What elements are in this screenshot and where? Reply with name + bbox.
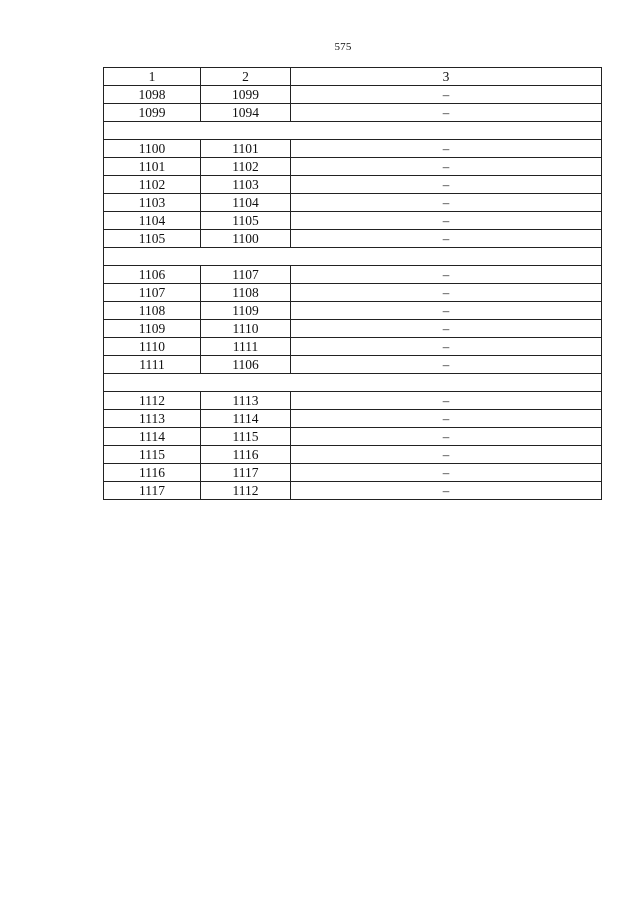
table-cell-col-2: 1101: [201, 140, 291, 157]
table-cell-col-3: –: [442, 159, 450, 174]
table-cell-col-3: –: [442, 231, 450, 246]
table-row: [104, 230, 601, 248]
table-cell-col-2: 1100: [201, 230, 291, 247]
data-table: [103, 67, 602, 500]
table-cell-col-1: 1115: [104, 446, 201, 463]
table-cell-col-3: –: [442, 303, 450, 318]
table-row: [104, 86, 601, 104]
table-cell-col-2: 1114: [201, 410, 291, 427]
table-cell-col-2: 1099: [201, 86, 291, 103]
table-row: [104, 464, 601, 482]
table-row: [104, 104, 601, 122]
table-row: [104, 356, 601, 374]
table-cell-col-1: 1106: [104, 266, 201, 283]
table-row: [104, 284, 601, 302]
table-cell-col-1: 1098: [104, 86, 201, 103]
table-cell-col-3: –: [442, 411, 450, 426]
table-cell-col-2: 1111: [201, 338, 291, 355]
table-separator-row: [104, 374, 601, 392]
table-cell-col-3: –: [442, 177, 450, 192]
table-cell-col-3: –: [442, 447, 450, 462]
table-cell-col-2: 1113: [201, 392, 291, 409]
table-cell-col-2: 1102: [201, 158, 291, 175]
column-header-1: 1: [104, 68, 201, 85]
table-cell-col-2: 1105: [201, 212, 291, 229]
table-row: [104, 140, 601, 158]
table-row: [104, 194, 601, 212]
table-cell-col-1: 1105: [104, 230, 201, 247]
table-cell-col-2: 1107: [201, 266, 291, 283]
table-cell-col-1: 1114: [104, 428, 201, 445]
table-cell-col-1: 1113: [104, 410, 201, 427]
table-cell-col-2: 1110: [201, 320, 291, 337]
table-cell-col-3: –: [442, 429, 450, 444]
table-cell-col-2: 1109: [201, 302, 291, 319]
table-row: [104, 428, 601, 446]
table-cell-col-2: 1094: [201, 104, 291, 121]
table-separator-row: [104, 122, 601, 140]
table-cell-col-1: 1104: [104, 212, 201, 229]
table-cell-col-1: 1116: [104, 464, 201, 481]
table-cell-col-1: 1102: [104, 176, 201, 193]
table-cell-col-1: 1100: [104, 140, 201, 157]
table-cell-col-3: –: [442, 393, 450, 408]
table-cell-col-3: –: [442, 483, 450, 498]
table-row: [104, 212, 601, 230]
table-cell-col-1: 1108: [104, 302, 201, 319]
table-cell-col-1: 1103: [104, 194, 201, 211]
table-cell-col-3: –: [442, 105, 450, 120]
table-cell-col-3: –: [442, 87, 450, 102]
table-cell-col-1: 1101: [104, 158, 201, 175]
table-cell-col-2: 1115: [201, 428, 291, 445]
table-cell-col-3: –: [442, 285, 450, 300]
table-row: [104, 176, 601, 194]
table-row: [104, 338, 601, 356]
table-row: [104, 320, 601, 338]
table-cell-col-2: 1104: [201, 194, 291, 211]
table-separator-row: [104, 248, 601, 266]
table-cell-col-3: –: [442, 465, 450, 480]
table-row: [104, 158, 601, 176]
table-cell-col-3: –: [442, 339, 450, 354]
table-cell-col-2: 1112: [201, 482, 291, 499]
table-cell-col-2: 1106: [201, 356, 291, 373]
table-cell-col-3: –: [442, 213, 450, 228]
table-cell-col-3: –: [442, 141, 450, 156]
table-cell-col-1: 1107: [104, 284, 201, 301]
table-cell-col-2: 1103: [201, 176, 291, 193]
table-cell-col-3: –: [442, 321, 450, 336]
table-cell-col-2: 1117: [201, 464, 291, 481]
table-cell-col-1: 1109: [104, 320, 201, 337]
table-cell-col-1: 1117: [104, 482, 201, 499]
table-row: [104, 446, 601, 464]
table-row: [104, 302, 601, 320]
page-number: 575: [334, 41, 352, 53]
table-cell-col-3: –: [442, 357, 450, 372]
table-row: [104, 266, 601, 284]
table-cell-col-1: 1112: [104, 392, 201, 409]
table-cell-col-1: 1111: [104, 356, 201, 373]
table-row: [104, 410, 601, 428]
table-cell-col-1: 1110: [104, 338, 201, 355]
column-header-3: 3: [442, 69, 450, 84]
table-cell-col-3: –: [442, 195, 450, 210]
table-cell-col-3: –: [442, 267, 450, 282]
table-cell-col-1: 1099: [104, 104, 201, 121]
column-header-2: 2: [201, 68, 291, 85]
table-header-row: [104, 68, 601, 86]
table-cell-col-2: 1116: [201, 446, 291, 463]
table-row: [104, 482, 601, 500]
table-cell-col-2: 1108: [201, 284, 291, 301]
table-row: [104, 392, 601, 410]
